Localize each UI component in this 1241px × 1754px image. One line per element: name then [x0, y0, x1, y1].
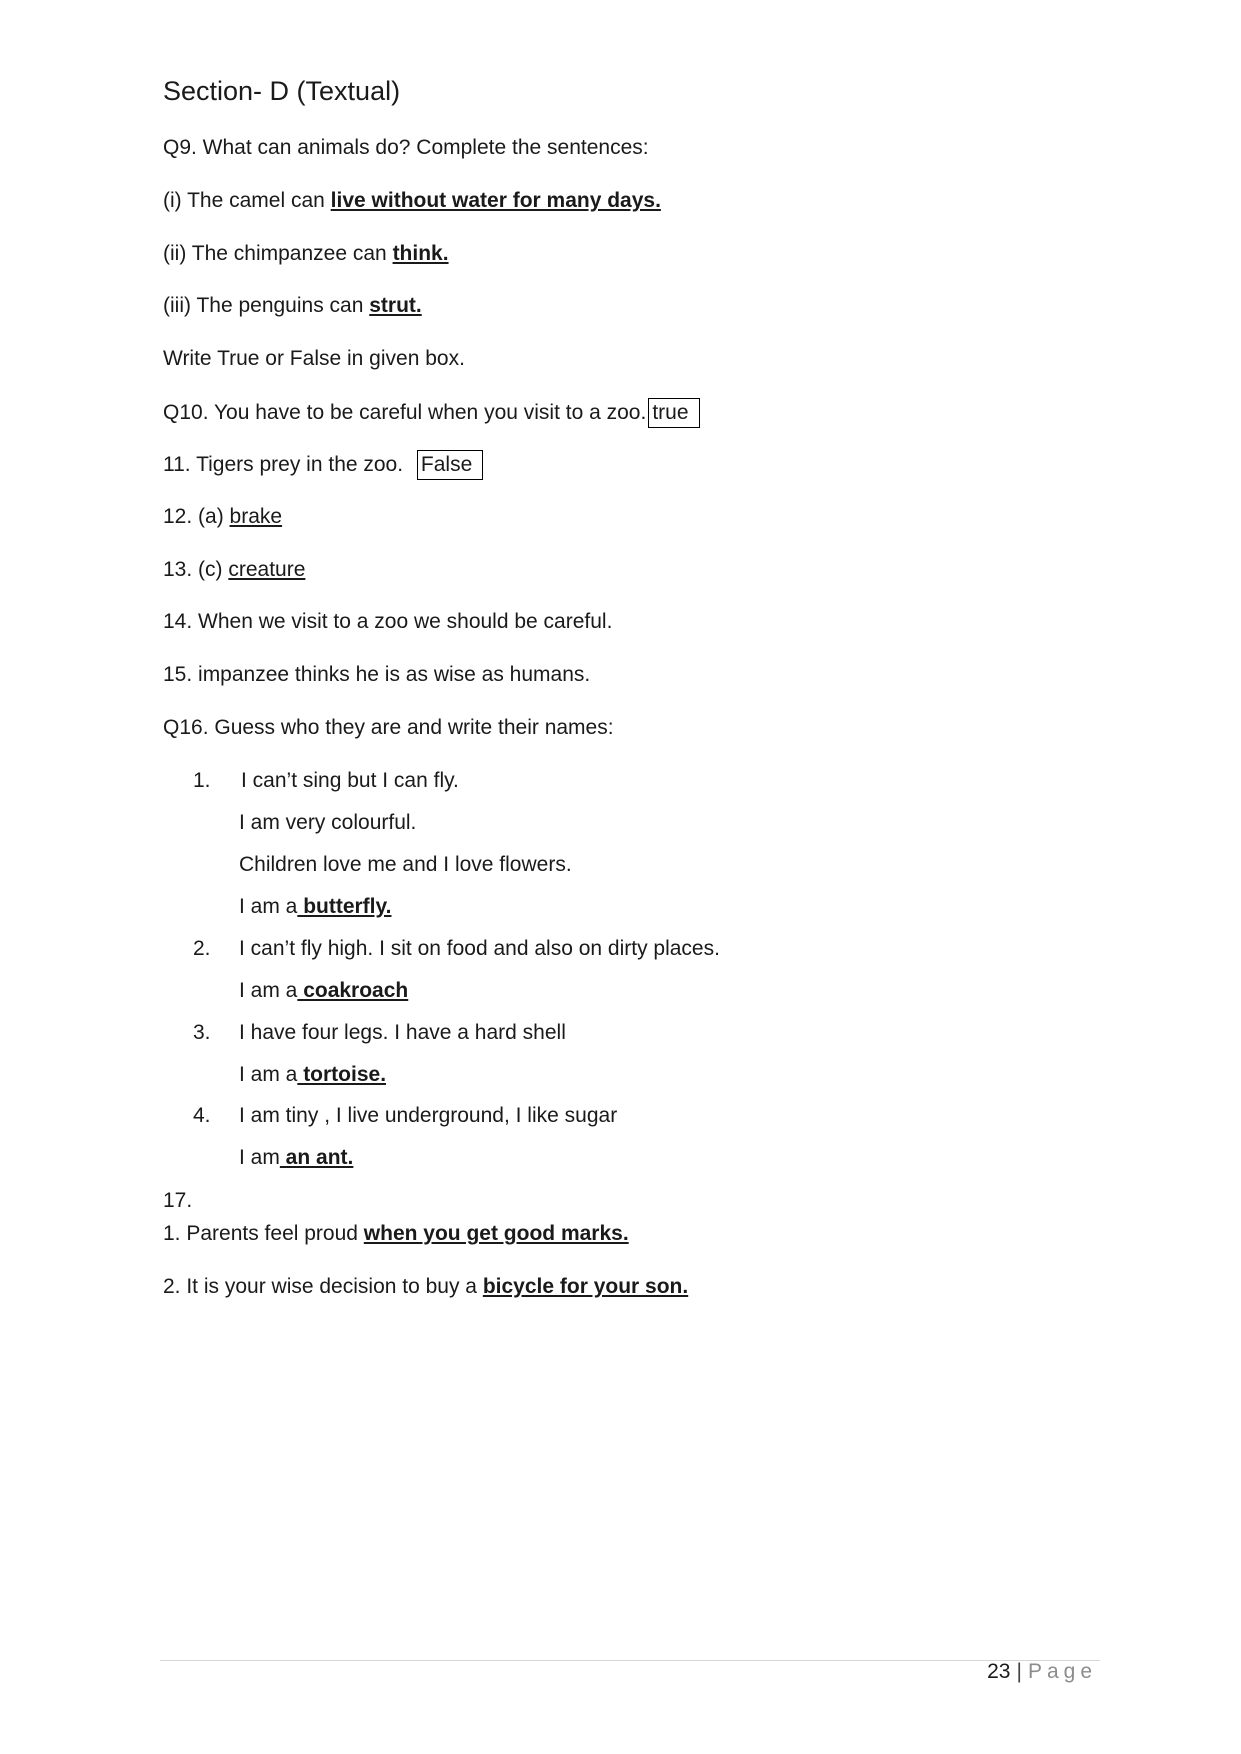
q9-item-3-stem: (iii) The penguins can	[163, 294, 370, 317]
riddle-4-number: 4.	[193, 1104, 211, 1127]
q17-item-2	[163, 1273, 688, 1301]
riddle-4-lead: I am	[239, 1146, 280, 1169]
q10-stem: Q10. You have to be careful when you visit to a zoo.	[163, 401, 647, 424]
q12	[163, 503, 282, 531]
riddle-4-answer-line	[239, 1144, 353, 1172]
q9-item-3	[163, 292, 422, 320]
riddle-2-lead: I am a	[239, 979, 298, 1002]
q9-item-2	[163, 240, 449, 268]
riddle-3-line-1: I have four legs. I have a hard shell	[239, 1021, 566, 1044]
riddle-1-line-2: I am very colourful.	[239, 811, 417, 834]
q11-answer-box: False	[417, 450, 483, 480]
q9-item-2-stem: (ii) The chimpanzee can	[163, 242, 393, 265]
document-page	[163, 0, 1103, 1754]
q17-item-2-answer: bicycle for your son.	[482, 1275, 689, 1298]
riddle-3-lead: I am a	[239, 1063, 298, 1086]
riddle-4-line-1: I am tiny , I live underground, I like sugar	[239, 1104, 618, 1127]
riddle-4-answer: an ant.	[279, 1146, 354, 1169]
tf-instruction: Write True or False in given box.	[163, 347, 465, 370]
q9-prompt: Q9. What can animals do? Complete the sentences:	[163, 136, 649, 159]
riddle-3-answer: tortoise.	[297, 1063, 387, 1086]
q17-label: 17.	[163, 1189, 193, 1212]
q13	[163, 556, 305, 584]
riddle-1-line-1: I can’t sing but I can fly.	[241, 769, 459, 792]
q9-item-3-answer: strut.	[369, 294, 422, 317]
riddle-1-line-3: Children love me and I love flowers.	[239, 853, 572, 876]
q16-prompt: Q16. Guess who they are and write their names:	[163, 716, 614, 739]
page-label: Page	[1027, 1660, 1097, 1683]
q11-stem: 11. Tigers prey in the zoo.	[163, 453, 409, 476]
riddle-1-number: 1.	[193, 769, 211, 792]
q10	[163, 398, 700, 428]
q17-item-1-answer: when you get good marks.	[363, 1222, 629, 1245]
page-footer	[987, 1658, 1097, 1686]
q17-item-1	[163, 1220, 629, 1248]
footer-divider	[160, 1660, 1100, 1661]
q17-item-2-stem: 2. It is your wise decision to buy a	[163, 1275, 483, 1298]
footer-separator: |	[1016, 1660, 1022, 1683]
q15: 15. impanzee thinks he is as wise as humans.	[163, 663, 591, 686]
riddle-2-answer: coakroach	[297, 979, 409, 1002]
q9-item-2-answer: think.	[392, 242, 449, 265]
page-number: 23	[987, 1660, 1011, 1683]
q12-answer: brake	[229, 505, 283, 528]
riddle-3-number: 3.	[193, 1021, 211, 1044]
riddle-2-number: 2.	[193, 937, 211, 960]
section-title: Section- D (Textual)	[163, 76, 401, 106]
q17-item-1-stem: 1. Parents feel proud	[163, 1222, 364, 1245]
riddle-1-answer-line	[239, 893, 391, 921]
q11	[163, 450, 483, 480]
riddle-3-answer-line	[239, 1061, 386, 1089]
q9-item-1	[163, 187, 661, 215]
riddle-2-answer-line	[239, 977, 408, 1005]
q9-item-1-stem: (i) The camel can	[163, 189, 331, 212]
q10-answer-box: true	[648, 398, 699, 428]
q14: 14. When we visit to a zoo we should be careful.	[163, 610, 613, 633]
riddle-1-lead: I am a	[239, 895, 298, 918]
q13-stem: 13. (c)	[163, 558, 229, 581]
riddle-1-answer: butterfly.	[297, 895, 392, 918]
q13-answer: creature	[228, 558, 306, 581]
riddle-2-line-1: I can’t fly high. I sit on food and also on dirty places.	[239, 937, 720, 960]
q12-stem: 12. (a)	[163, 505, 230, 528]
q9-item-1-answer: live without water for many days.	[330, 189, 661, 212]
